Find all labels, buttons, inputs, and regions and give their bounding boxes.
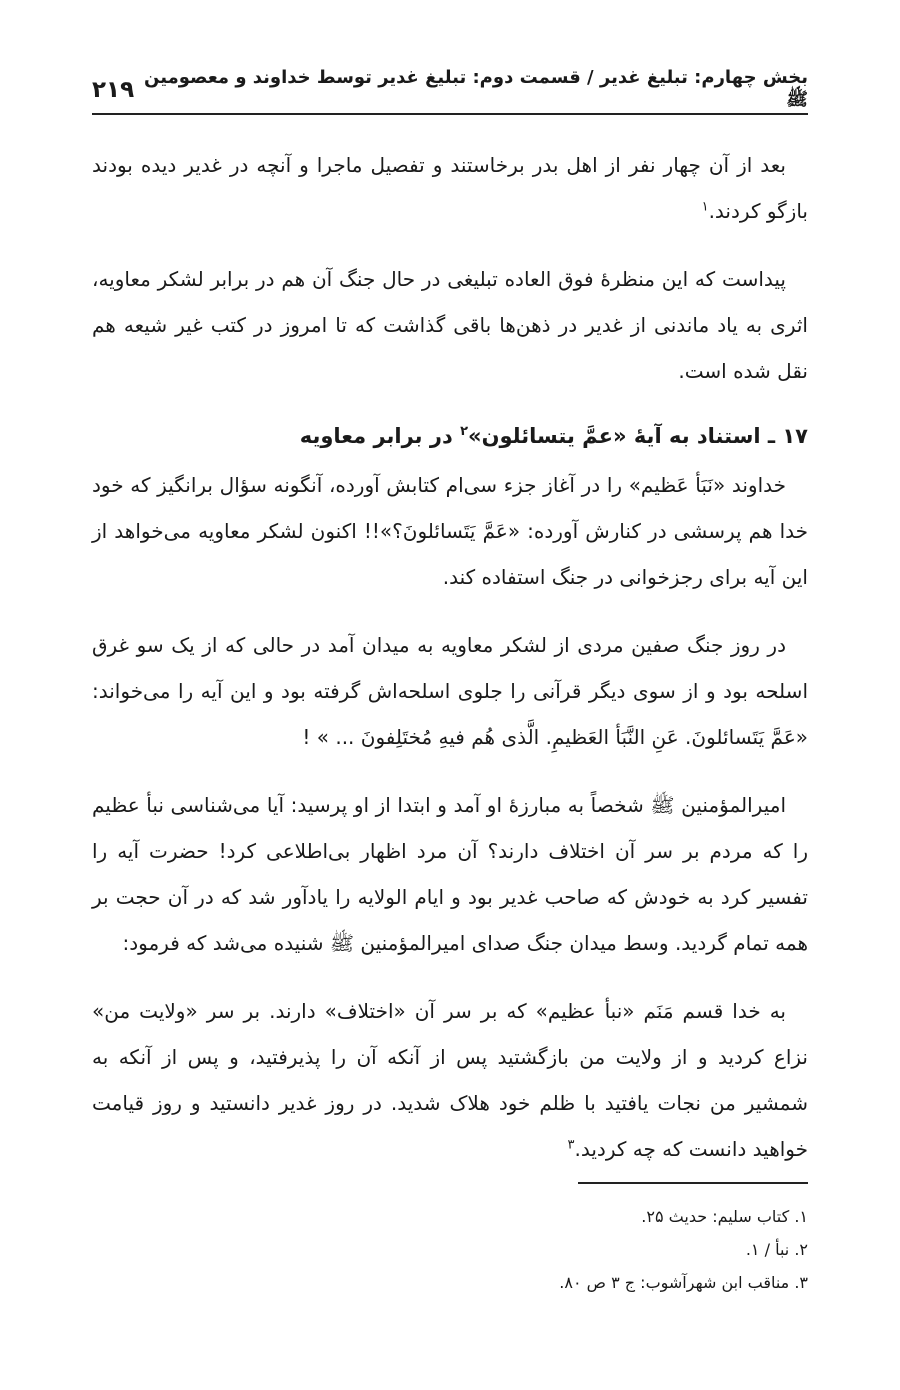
paragraph-2: [92, 256, 808, 394]
footnote-2: ۲. نبأ / ۱.: [745, 1240, 808, 1259]
header-divider: [92, 113, 808, 115]
footnote-ref-2: ۲: [460, 424, 468, 439]
paragraph-5-text: امیرالمؤمنین ﷺ شخصاً به مبارزهٔ او آمد و ابتدا از او پرسید: آیا می‌شناسی نبأ عظیم را که مردم بر سر آن اختلاف دارند؟ آن مرد اظهار بی‌اطلاعی کرد! حضرت آیه را تفسیر کرد به خودش که صاحب غدیر بود و ایام الولایه را یادآور شد که در آن حجت بر همه تمام گردید. وسط میدان جنگ صدای امیرالمؤمنین ﷺ شنیده می‌شد که فرمود:: [92, 793, 808, 955]
footnote-1: ۱. کتاب سلیم: حدیث ۲۵.: [641, 1207, 808, 1226]
paragraph-6-text: به خدا قسم مَنَم «نبأ عظیم» که بر سر آن «اختلاف» دارند. بر سر «ولایت من» نزاع کردید و از ولایت من بازگشتید پس از آنکه آن را پذیرفتید، و پس از آنکه به شمشیر من نجات یافتید با ظلم خود هلاک شدید. در روز غدیر دانستید و روز قیامت خواهید دانست که چه کردید.: [92, 999, 808, 1161]
page-body: [92, 142, 808, 1194]
paragraph-4: [92, 622, 808, 760]
paragraph-3: [92, 462, 808, 600]
paragraph-3-text: خداوند «نَبَأ عَظیم» را در آغاز جزء سی‌ام کتابش آورده، آنگونه سؤال برانگیز که خود خدا هم پرسشی در کنارش آورده: «عَمَّ یَتَسائلونَ؟»!! اکنون لشکر معاویه می‌خواهد از این آیه برای رجزخوانی در جنگ استفاده کند.: [92, 473, 808, 589]
section-title-part1: ـ استناد به آیهٔ «عمَّ یتسائلون»: [468, 424, 776, 448]
paragraph-2-text: پیداست که این منظرهٔ فوق العاده تبلیغی در حال جنگ آن هم در برابر لشکر معاویه، اثری به یاد ماندنی از غدیر در ذهن‌ها باقی گذاشت که تا امروز در کتب غیر شیعه هم نقل شده است.: [92, 267, 808, 383]
page-number: ۲۱۹: [92, 77, 135, 103]
paragraph-1: [92, 142, 808, 234]
paragraph-6: [92, 988, 808, 1172]
footnote-divider: [578, 1182, 808, 1184]
footnote-ref-1: ۱: [701, 199, 709, 215]
footnote-3: ۳. مناقب ابن شهرآشوب: ج ۳ ص ۸۰.: [559, 1273, 808, 1292]
footnotes: [92, 1200, 808, 1299]
paragraph-5: [92, 782, 808, 966]
section-number: ۱۷: [782, 424, 808, 448]
footnote-ref-3: ۳: [567, 1137, 575, 1153]
section-title-part2: در برابر معاویه: [299, 424, 453, 448]
section-heading: [92, 416, 808, 456]
running-title: بخش چهارم: تبلیغ غدیر / قسمت دوم: تبلیغ غدیر توسط خداوند و معصومین ﷺ: [144, 66, 808, 110]
paragraph-1-text: بعد از آن چهار نفر از اهل بدر برخاستند و تفصیل ماجرا و آنچه در غدیر دیده بودند بازگو کردند.: [92, 153, 808, 223]
page-header: [92, 66, 808, 110]
paragraph-4-text: در روز جنگ صفین مردی از لشکر معاویه به میدان آمد در حالی که از یک سو غرق اسلحه بود و از سوی دیگر قرآنی را جلوی اسلحه‌اش گرفته بود و این آیه را می‌خواند: «عَمَّ یَتَسائلونَ. عَنِ النَّبَأ العَظیمِ. الَّذی هُم فیهِ مُختَلِفونَ ... » !: [92, 633, 808, 749]
